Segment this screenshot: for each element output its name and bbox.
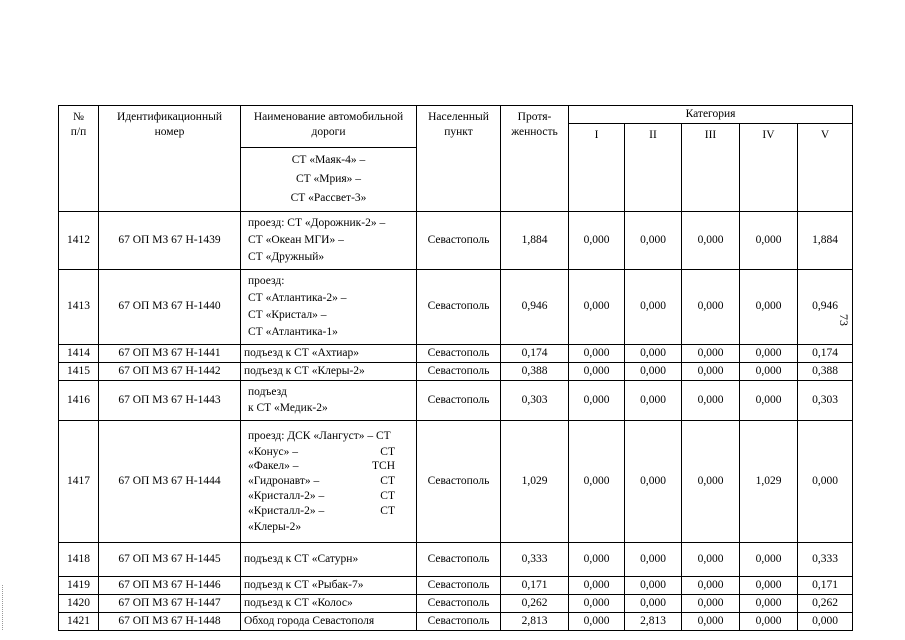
- road-length: 1,029: [501, 421, 569, 543]
- road-name-line: подъезд к СТ «Сатурн»: [244, 553, 359, 566]
- road-name-segment: «Кристалл-2» –: [248, 505, 325, 518]
- category-2-value: 0,000: [625, 344, 682, 362]
- road-length: 0,388: [501, 362, 569, 380]
- table-row: [59, 380, 853, 421]
- roads-table: [58, 105, 853, 631]
- category-1-value: 0,000: [569, 380, 625, 421]
- category-1-value: 0,000: [569, 577, 625, 595]
- category-4-value: 0,000: [740, 577, 798, 595]
- table-row: [59, 577, 853, 595]
- table-row: [59, 269, 853, 344]
- category-5-value: 0,262: [798, 595, 853, 613]
- category-2-value: 0,000: [625, 595, 682, 613]
- category-2-value: 0,000: [625, 362, 682, 380]
- category-2-value: 0,000: [625, 380, 682, 421]
- road-name-line: СТ «Дружный»: [248, 250, 325, 263]
- road-name-segment: СТ: [380, 505, 395, 518]
- category-4-value: 0,000: [740, 344, 798, 362]
- road-name-segment: СТ: [380, 490, 395, 503]
- road-name-line: СТ «Кристал» –: [248, 308, 327, 321]
- road-id: 67 ОП МЗ 67 Н-1443: [99, 380, 241, 421]
- road-name-line: подъезд к СТ «Ахтиар»: [244, 346, 360, 359]
- table-row: [59, 543, 853, 577]
- category-5-value: 0,388: [798, 362, 853, 380]
- category-5-value: 0,000: [798, 613, 853, 631]
- road-name-line: СТ «Океан МГИ» –: [248, 233, 344, 246]
- road-name-line: Обход города Севастополя: [244, 615, 375, 628]
- table-body: [59, 211, 853, 630]
- road-name-line: проезд: ДСК «Лангуст» – СТ: [248, 429, 391, 442]
- road-length: 1,884: [501, 211, 569, 269]
- row-num: 1413: [59, 269, 99, 344]
- category-1-value: 0,000: [569, 269, 625, 344]
- category-1-value: 0,000: [569, 613, 625, 631]
- road-name: [241, 380, 417, 421]
- category-2-value: 0,000: [625, 269, 682, 344]
- road-name-line: подъезд к СТ «Рыбак-7»: [244, 579, 364, 592]
- header-length-text: Протя- женность: [511, 111, 558, 138]
- road-length: 0,171: [501, 577, 569, 595]
- row-num: 1414: [59, 344, 99, 362]
- settlement: Севастополь: [417, 543, 501, 577]
- settlement: Севастополь: [417, 577, 501, 595]
- scan-edge-mark: [2, 585, 6, 630]
- category-4-value: 0,000: [740, 595, 798, 613]
- road-name: [241, 421, 417, 543]
- header-cat-2: II: [625, 123, 682, 211]
- header-category-text: Категория: [685, 108, 736, 120]
- category-5-value: 0,946: [798, 269, 853, 344]
- road-length: 0,262: [501, 595, 569, 613]
- road-name-segment: СТ: [380, 445, 395, 458]
- category-1-value: 0,000: [569, 543, 625, 577]
- settlement: Севастополь: [417, 380, 501, 421]
- road-id: 67 ОП МЗ 67 Н-1447: [99, 595, 241, 613]
- road-name: [241, 344, 417, 362]
- category-1-value: 0,000: [569, 344, 625, 362]
- table-row: [59, 595, 853, 613]
- settlement: Севастополь: [417, 211, 501, 269]
- category-3-value: 0,000: [682, 577, 740, 595]
- category-4-value: 0,000: [740, 380, 798, 421]
- table-row: [59, 211, 853, 269]
- road-name-line: [248, 474, 409, 489]
- road-length: 0,303: [501, 380, 569, 421]
- road-name: [241, 613, 417, 631]
- continuation-box: [241, 147, 416, 209]
- settlement: Севастополь: [417, 269, 501, 344]
- road-id: 67 ОП МЗ 67 Н-1448: [99, 613, 241, 631]
- road-name-line: [248, 459, 409, 474]
- category-1-value: 0,000: [569, 421, 625, 543]
- category-3-value: 0,000: [682, 421, 740, 543]
- header-num: [59, 106, 99, 212]
- category-3-value: 0,000: [682, 269, 740, 344]
- category-4-value: 1,029: [740, 421, 798, 543]
- category-4-value: 0,000: [740, 362, 798, 380]
- settlement: Севастополь: [417, 613, 501, 631]
- row-num: 1420: [59, 595, 99, 613]
- category-2-value: 0,000: [625, 577, 682, 595]
- table-row: [59, 344, 853, 362]
- row-num: 1419: [59, 577, 99, 595]
- category-2-value: 0,000: [625, 421, 682, 543]
- road-name-line: проезд:: [248, 274, 285, 287]
- category-5-value: 0,174: [798, 344, 853, 362]
- row-num: 1412: [59, 211, 99, 269]
- category-4-value: 0,000: [740, 269, 798, 344]
- header-cat-5: V: [798, 123, 853, 211]
- road-id: 67 ОП МЗ 67 Н-1440: [99, 269, 241, 344]
- road-id: 67 ОП МЗ 67 Н-1439: [99, 211, 241, 269]
- settlement: Севастополь: [417, 595, 501, 613]
- category-2-value: 0,000: [625, 211, 682, 269]
- header-length: [501, 106, 569, 212]
- category-4-value: 0,000: [740, 211, 798, 269]
- page-number: 73: [837, 314, 851, 326]
- road-name-line: подъезд: [248, 385, 287, 398]
- header-category: [569, 106, 853, 124]
- header-name-text: Наименование автомобильной дороги: [253, 111, 404, 138]
- category-1-value: 0,000: [569, 595, 625, 613]
- header-row-1: [59, 106, 853, 124]
- road-name: [241, 269, 417, 344]
- continuation-line: СТ «Маяк-4» –: [291, 153, 366, 166]
- category-5-value: 0,333: [798, 543, 853, 577]
- road-name: [241, 595, 417, 613]
- header-settlement: [417, 106, 501, 212]
- row-num: 1418: [59, 543, 99, 577]
- settlement: Севастополь: [417, 344, 501, 362]
- header-num-text: № п/п: [70, 111, 87, 138]
- road-name-line: СТ «Атлантика-1»: [248, 325, 338, 338]
- category-2-value: 2,813: [625, 613, 682, 631]
- road-id: 67 ОП МЗ 67 Н-1442: [99, 362, 241, 380]
- category-2-value: 0,000: [625, 543, 682, 577]
- header-id-text: Идентификационный номер: [117, 111, 222, 138]
- road-name-line: к СТ «Медик-2»: [248, 402, 328, 415]
- header-cat-4: IV: [740, 123, 798, 211]
- road-name-segment: «Конус» –: [248, 445, 298, 458]
- road-name-segment: «Кристалл-2» –: [248, 490, 325, 503]
- header-cat-1: I: [569, 123, 625, 211]
- category-3-value: 0,000: [682, 380, 740, 421]
- road-name-line: [248, 504, 409, 519]
- category-5-value: 0,171: [798, 577, 853, 595]
- road-length: 0,946: [501, 269, 569, 344]
- road-length: 0,333: [501, 543, 569, 577]
- road-name-line: проезд: СТ «Дорожник-2» –: [248, 216, 386, 229]
- road-name-segment: СТ: [380, 475, 395, 488]
- road-id: 67 ОП МЗ 67 Н-1446: [99, 577, 241, 595]
- table-row: [59, 613, 853, 631]
- row-num: 1415: [59, 362, 99, 380]
- table-row: [59, 362, 853, 380]
- road-length: 2,813: [501, 613, 569, 631]
- category-3-value: 0,000: [682, 344, 740, 362]
- road-name-line: [248, 489, 409, 504]
- category-5-value: 0,303: [798, 380, 853, 421]
- road-name-line: подъезд к СТ «Колос»: [244, 597, 353, 610]
- category-4-value: 0,000: [740, 613, 798, 631]
- category-3-value: 0,000: [682, 613, 740, 631]
- category-5-value: 1,884: [798, 211, 853, 269]
- road-name-segment: ТСН: [372, 460, 395, 473]
- road-name-line: СТ «Атлантика-2» –: [248, 291, 347, 304]
- road-id: 67 ОП МЗ 67 Н-1441: [99, 344, 241, 362]
- category-3-value: 0,000: [682, 362, 740, 380]
- category-3-value: 0,000: [682, 595, 740, 613]
- header-name: [241, 106, 417, 212]
- table-row: [59, 421, 853, 543]
- road-name: [241, 543, 417, 577]
- category-4-value: 0,000: [740, 543, 798, 577]
- road-name-line: «Клеры-2»: [248, 521, 302, 534]
- continuation-line: СТ «Мрия» –: [295, 172, 362, 185]
- road-name: [241, 577, 417, 595]
- road-id: 67 ОП МЗ 67 Н-1445: [99, 543, 241, 577]
- road-name-line: [248, 445, 409, 460]
- continuation-line: СТ «Рассвет-3»: [290, 191, 367, 204]
- category-1-value: 0,000: [569, 362, 625, 380]
- row-num: 1417: [59, 421, 99, 543]
- header-id: [99, 106, 241, 212]
- row-num: 1416: [59, 380, 99, 421]
- road-id: 67 ОП МЗ 67 Н-1444: [99, 421, 241, 543]
- road-name-segment: «Гидронавт» –: [248, 475, 320, 488]
- settlement: Севастополь: [417, 362, 501, 380]
- row-num: 1421: [59, 613, 99, 631]
- category-5-value: 0,000: [798, 421, 853, 543]
- road-length: 0,174: [501, 344, 569, 362]
- header-settlement-text: Населенный пункт: [428, 111, 489, 138]
- road-name: [241, 362, 417, 380]
- header-cat-3: III: [682, 123, 740, 211]
- category-1-value: 0,000: [569, 211, 625, 269]
- road-name-segment: «Факел» –: [248, 460, 299, 473]
- settlement: Севастополь: [417, 421, 501, 543]
- category-3-value: 0,000: [682, 211, 740, 269]
- road-name-line: подъезд к СТ «Клеры-2»: [244, 364, 365, 377]
- road-name: [241, 211, 417, 269]
- category-3-value: 0,000: [682, 543, 740, 577]
